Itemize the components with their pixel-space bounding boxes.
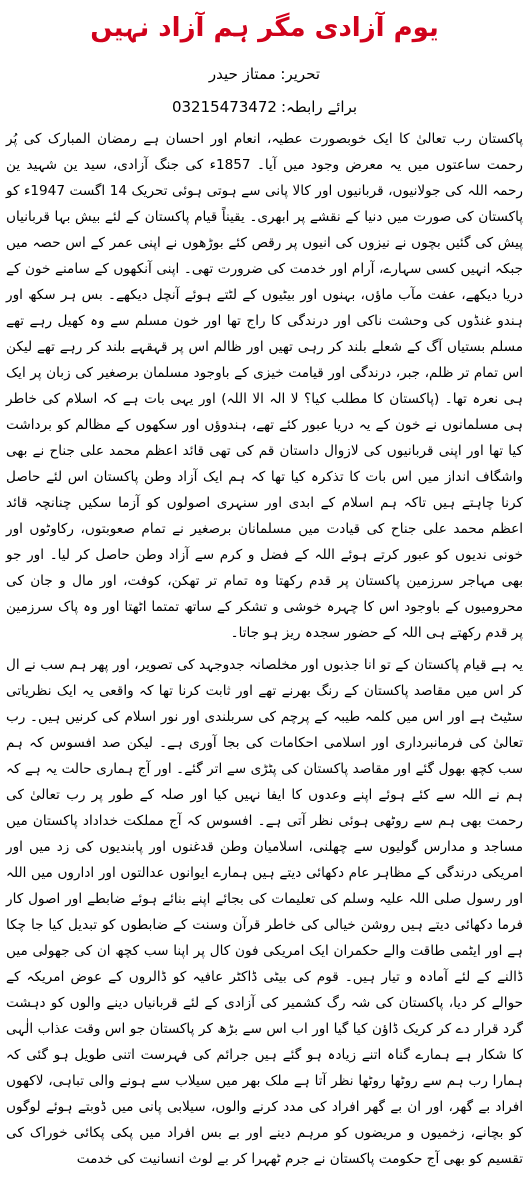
article-paragraph-2: یہ ہے قیام پاکستان کے تو انا جذبوں اور مخلصانہ جدوجہد کی تصویر، اور پھر ہم سب نے ال کر اس میں مقاصد پاکستان کے رنگ بھرنے تھے اور ثابت کرنا تھا کہ واقعی یہ ایک نظریاتی سٹیٹ ہے اور اس میں کلمہ طیبہ کے پرچم کی سربلندی اور نور اسلام کی کرنیں ہیں۔ رب تعالیٰ کی فرمانبرداری اور اسلامی احکامات کی بجا آوری ہے۔ لیکن صد افسوس کہ ہم سب کچھ بھول گئے اور مقاصد پاکستان کی پٹڑی سے اتر گئے۔ اور آج ہماری حالت یہ ہے کہ ہم نے اللہ سے کئے ہوئے اپنے وعدوں کا ایفا نہیں کیا اور صلہ کے طور پر رب تعالیٰ کی رحمت بھی ہم سے روٹھی ہوئی نظر آتی ہے۔ افسوس کہ آج مملکت خداداد پاکستان میں مساجد و مدارس گولیوں سے چھلنی، اسلامیان وطن قدغنوں اور پابندیوں کی زد میں اور امریکی درندگی کے مظاہر عام دکھائی دیتے ہیں ہمارے ایوانوں عدالتوں اور اداروں میں اللہ اور رسول صلی اللہ علیہ وسلم کی تعلیمات کی بجائے اپنے بنائے ہوئے ضابطے اور اصول کار فرما دکھائی دیتے ہیں روشن خیالی کی خاطر قرآن وسنت کے ضابطوں کو تبدیل کیا جا چکا ہے اور ایٹمی طاقت والے حکمران ایک امریکی فون کال پر اپنا سب کچھ ان کی جھولی میں ڈالنے کے لئے آمادہ و تیار ہیں۔ قوم کی بیٹی ڈاکٹر عافیہ کو ڈالروں کے عوض امریکہ کے حوالے کر دیا، پاکستان کی شہ رگ کشمیر کی آزادی کے لئے قربانیاں دینے والوں کو دہشت گرد قرار دے کر کریک ڈاؤن کیا گیا اور اب اس سے بڑھ کر پاکستان جو اس وقت عذاب الٰہی کا شکار ہے ہمارے گناہ اتنے زیادہ ہو گئے ہیں جرائم کی فہرست اتنی طویل ہو گئی کہ ہمارا رب ہم سے روٹھا روٹھا نظر آتا ہے ملک بھر میں سیلاب سے ہونے والی تباہی، لاکھوں افراد بے گھر، اور ان بے گھر افراد کی مدد کرنے والوں، سیلابی پانی میں ڈوبتے ہوئے لوگوں کو بچانے، زخمیوں و مریضوں کو مرہم دینے اور بے بس افراد میں پکی پکائی خوراک کی تقسیم کو بھی آج حکومت پاکستان نے جرم ٹھہرا کر بے لوث انسانیت کی خدمت [6, 657, 523, 1167]
contact-line [6, 94, 523, 120]
article-title: یوم آزادی مگر ہم آزاد نہیں [90, 13, 439, 43]
article-paragraph-1: پاکستان رب تعالیٰ کا ایک خوبصورت عطیہ، انعام اور احسان ہے رمضان المبارک کی پُر رحمت ساعتوں میں یہ معرض وجود میں آیا۔ 1857ء کی جنگ آزادی، سید ین شہید ین رحمہ اللہ کی جولانیوں، قربانیوں اور کالا پانی سے ہوتی ہوئی تحریک 14 اگست 1947ء کو پاکستان کی صورت میں دنیا کے نقشے پر ابھری۔ یقیناً قیام پاکستان کے لئے بیش بہا قربانیاں پیش کی گئیں بچوں نے نیزوں کی انیوں پر رقص کئے بوڑھوں نے اپنی عمر کے اس حصہ میں جبکہ انہیں کسی سہارے، آرام اور خدمت کی ضرورت تھی۔ اپنی آنکھوں کے سامنے خون کے دریا دیکھے، عفت مآب ماؤں، بہنوں اور بیٹیوں کے لٹتے ہوئے آنچل دیکھے۔ بس ہر سکھ اور ہندو غنڈوں کی وحشت ناکی اور درندگی کا راج تھا اور خون مسلم سے وہ کھیل رہے تھے مسلم بستیاں آگ کے شعلے بلند کر رہی تھیں اور ظالم اس پر قہقہے بلند کر رہے تھے لیکن اس تمام تر ظلم، جبر، درندگی اور قیامت خیزی کے باوجود مسلمان برصغیر کی زبان پر ایک ہی نعرہ تھا۔ (پاکستان کا مطلب کیا؟ لا الہ الا اللہ) اور یہی بات ہے کہ اسلام کی خاطر ہی مسلمانوں نے خون کے یہ دریا عبور کئے تھے، ہندوؤں اور سکھوں کے مظالم کو برداشت کیا تھا اور اپنی قربانیوں کی لازوال داستان قم کی تھی قائد اعظم محمد علی جناح نے بھی واشگاف انداز میں اس بات کا تذکرہ کیا تھا کہ ہم ایک آزاد وطن پاکستان اس لئے حاصل کرنا چاہتے ہیں تاکہ ہم اسلام کے ابدی اور سنہری اصولوں کو آزما سکیں چنانچہ قائد اعظم محمد علی جناح کی قیادت میں مسلمانان برصغیر نے تمام صعوبتوں، رکاوٹوں اور خونی ندیوں کو عبور کرتے ہوئے اللہ کے فضل و کرم سے آزاد وطن حاصل کر لیا۔ اور جو بھی مہاجر سرزمین پاکستان پر قدم رکھتا وہ تمام تر تھکن، کوفت، اور مال و جان کی محرومیوں کے باوجود اس کا چہرہ خوشی و تشکر کے ساتھ تمتما اٹھتا اور وہ پاک سرزمین پر قدم رکھتے ہی اللہ کے حضور سجدہ ریز ہو جاتا۔ [6, 131, 523, 641]
contact-label: برائے رابطہ: [280, 98, 358, 116]
article-author: تحریر: ممتاز حیدر [208, 65, 321, 83]
article-body [6, 126, 523, 1172]
contact-number: 03215473472 [171, 98, 277, 116]
